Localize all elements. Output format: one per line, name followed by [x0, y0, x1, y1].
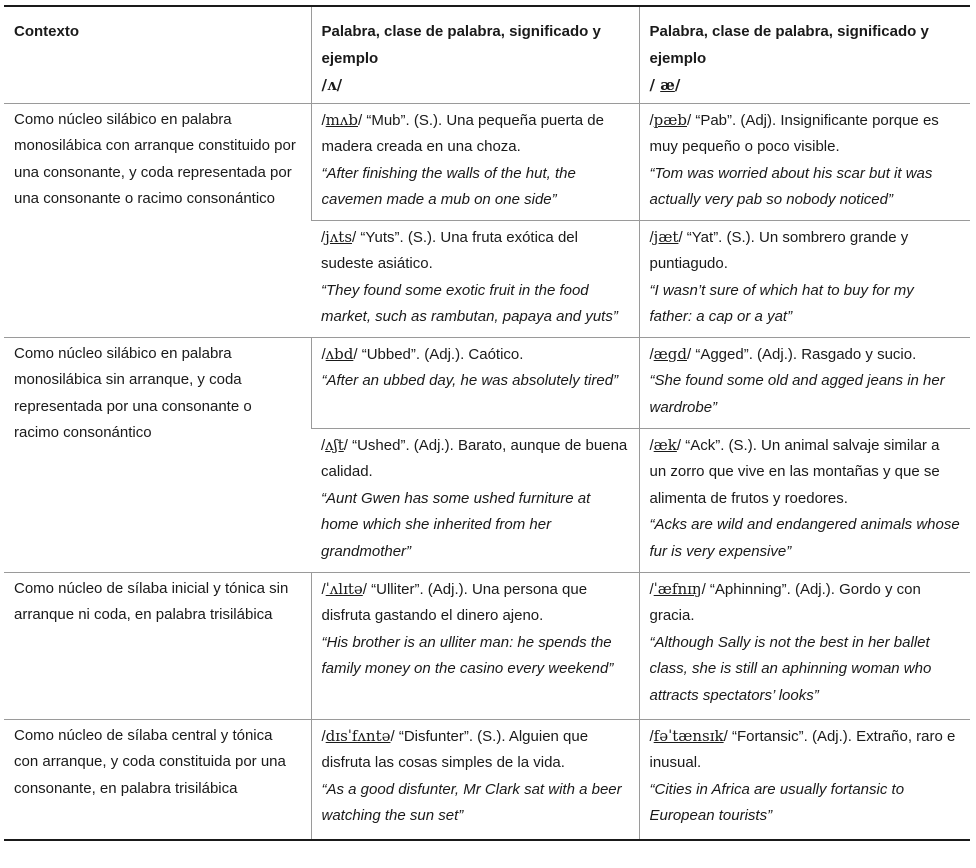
word-description: “Yuts”. (S.). Una fruta exótica del sudeste asiático. — [321, 228, 578, 272]
header-context — [4, 6, 311, 103]
ipa-transcription: ˈʌlɪtə — [325, 579, 363, 598]
word-cell: /dɪsˈfʌntə/ “Disfunter”. (S.). Alguien que disfruta las cosas simples de la vida. “As a good disfunter, Mr Clark sat with a beer watching the sun set” — [311, 719, 639, 840]
word-description: “Pab”. (Adj). Insignificante porque es muy pequeño o poco visible. — [649, 111, 939, 155]
example-sentence: “Tom was worried about his scar but it was actually very pab so nobody noticed” — [649, 164, 933, 208]
word-cell: /ægd/ “Agged”. (Adj.). Rasgado y sucio. “She found some old and agged jeans in her wardrobe” — [639, 337, 970, 428]
word-cell: /ʌbd/ “Ubbed”. (Adj.). Caótico. “After an ubbed day, he was absolutely tired” — [311, 337, 639, 428]
example-sentence: “After an ubbed day, he was absolutely tired” — [321, 372, 619, 389]
ipa-transcription: pæb — [653, 110, 687, 129]
ipa-transcription: jæt — [653, 227, 679, 246]
word-description: “Aphinning”. (Adj.). Gordo y con gracia. — [649, 580, 921, 624]
table-row — [4, 103, 970, 220]
word-description: “Yat”. (S.). Un sombrero grande y puntiagudo. — [649, 228, 909, 272]
context-text: Como núcleo de sílaba inicial y tónica sin arranque ni coda, en palabra trisilábica — [14, 579, 289, 623]
context-text: Como núcleo silábico en palabra monosilábica sin arranque, y coda representada por una consonante o racimo consonántico — [14, 344, 252, 441]
header-slash-open: / — [649, 76, 661, 94]
word-cell: /ˈʌlɪtə/ “Ulliter”. (Adj.). Una persona que disfruta gastando el dinero ajeno. “His brother is an ulliter man: he spends the family money on the casino every weekend” — [311, 572, 639, 719]
example-sentence: “As a good disfunter, Mr Clark sat with a beer watching the sun set” — [321, 780, 622, 824]
word-cell: /ˈæfnɪŋ/ “Aphinning”. (Adj.). Gordo y con gracia. “Although Sally is not the best in her ballet class, she is still an aphinning woman who attracts spectators’ looks” — [639, 572, 970, 719]
word-description: “Ubbed”. (Adj.). Caótico. — [357, 345, 524, 363]
ipa-transcription: fəˈtænsɪk — [653, 726, 724, 745]
header-ash-title: Palabra, clase de palabra, significado y ejemplo — [649, 23, 929, 67]
table-row — [4, 719, 970, 840]
word-cell: /jʌts/ “Yuts”. (S.). Una fruta exótica del sudeste asiático. “They found some exotic fruit in the food market, such as rambutan, papaya and yuts” — [321, 227, 618, 325]
ipa-transcription: ˈæfnɪŋ — [653, 579, 702, 598]
context-text: Como núcleo de sílaba central y tónica con arranque, y coda constituida por una consonante, en palabra trisilábica — [14, 726, 286, 797]
header-slash-close: / — [674, 76, 681, 94]
word-cell: /fəˈtænsɪk/ “Fortansic”. (Adj.). Extraño, raro e inusual. “Cities in Africa are usually fortansic to European tourists” — [639, 719, 970, 840]
word-cell: /mʌb/ “Mub”. (S.). Una pequeña puerta de madera creada en una choza. “After finishing the walls of the hut, the cavemen made a mub on one side” — [311, 103, 639, 220]
context-cell — [4, 103, 311, 337]
context-cell — [4, 572, 311, 719]
example-sentence: “His brother is an ulliter man: he spends the family money on the casino every weekend” — [321, 633, 614, 677]
example-sentence: “Aunt Gwen has some ushed furniture at home which she inherited from her grandmother” — [321, 489, 591, 560]
word-cell: /ʌʃt/ “Ushed”. (Adj.). Barato, aunque de buena calidad. “Aunt Gwen has some ushed furniture at home which she inherited from her grandmother” — [321, 435, 628, 560]
phonetics-table — [4, 5, 970, 841]
word-cell: /pæb/ “Pab”. (Adj). Insignificante porque es muy pequeño o poco visible. “Tom was worried about his scar but it was actually very pab so nobody noticed” — [639, 103, 970, 220]
header-ash-symbol: æ — [660, 76, 675, 94]
table-header-row — [4, 6, 970, 103]
context-cell — [4, 337, 311, 572]
header-context-label: Contexto — [14, 23, 79, 40]
word-description: “Disfunter”. (S.). Alguien que disfruta las cosas simples de la vida. — [321, 727, 589, 771]
example-sentence: “She found some old and agged jeans in her wardrobe” — [649, 372, 945, 416]
word-cell: /æk/ “Ack”. (S.). Un animal salvaje similar a un zorro que vive en las montañas y que se alimenta de frutos y roedores. “Acks are wild and endangered animals whose fur is very expensive” — [639, 428, 970, 572]
example-sentence: “I wasn’t sure of which hat to buy for my father: a cap or a yat” — [649, 281, 914, 325]
ipa-transcription: dɪsˈfʌntə — [325, 726, 391, 745]
ipa-transcription: æk — [653, 435, 677, 454]
ipa-transcription: ʌbd — [325, 344, 354, 363]
ipa-transcription: ægd — [653, 344, 687, 363]
context-cell — [4, 719, 311, 840]
header-ash-column — [639, 6, 970, 103]
word-description: “Agged”. (Adj.). Rasgado y sucio. — [691, 345, 917, 363]
word-description: “Fortansic”. (Adj.). Extraño, raro e inusual. — [649, 727, 956, 771]
header-wedge-column — [311, 6, 639, 103]
example-sentence: “Although Sally is not the best in her ballet class, she is still an aphinning woman who attracts spectators’ looks” — [649, 633, 932, 704]
word-description: “Ulliter”. (Adj.). Una persona que disfruta gastando el dinero ajeno. — [321, 580, 588, 624]
table-row — [4, 572, 970, 719]
header-slash-close: / — [336, 76, 343, 94]
example-sentence: “Cities in Africa are usually fortansic to European tourists” — [649, 780, 905, 824]
example-sentence: “Acks are wild and endangered animals whose fur is very expensive” — [649, 516, 960, 560]
word-description: “Ack”. (S.). Un animal salvaje similar a un zorro que vive en las montañas y que se alimenta de frutos y roedores. — [649, 436, 940, 507]
ipa-transcription: ʌʃt — [325, 435, 344, 454]
word-description: “Ushed”. (Adj.). Barato, aunque de buena calidad. — [321, 436, 628, 480]
word-description: “Mub”. (S.). Una pequeña puerta de madera creada en una choza. — [321, 111, 604, 155]
ipa-transcription: mʌb — [325, 110, 358, 129]
word-cell: /jæt/ “Yat”. (S.). Un sombrero grande y puntiagudo. “I wasn’t sure of which hat to buy for my father: a cap or a yat” — [639, 220, 970, 337]
context-text: Como núcleo silábico en palabra monosilábica con arranque constituido por una consonante, y coda representada por una consonante o racimo consonántico — [14, 110, 296, 207]
header-wedge-title: Palabra, clase de palabra, significado y ejemplo — [321, 23, 601, 67]
table-row — [4, 337, 970, 428]
header-slash-open: / — [321, 76, 327, 94]
ipa-transcription: jʌts — [325, 227, 353, 246]
header-wedge-symbol: ʌ — [326, 76, 337, 94]
example-sentence: “After finishing the walls of the hut, the cavemen made a mub on one side” — [321, 164, 576, 208]
example-sentence: “They found some exotic fruit in the food market, such as rambutan, papaya and yuts” — [321, 281, 618, 325]
